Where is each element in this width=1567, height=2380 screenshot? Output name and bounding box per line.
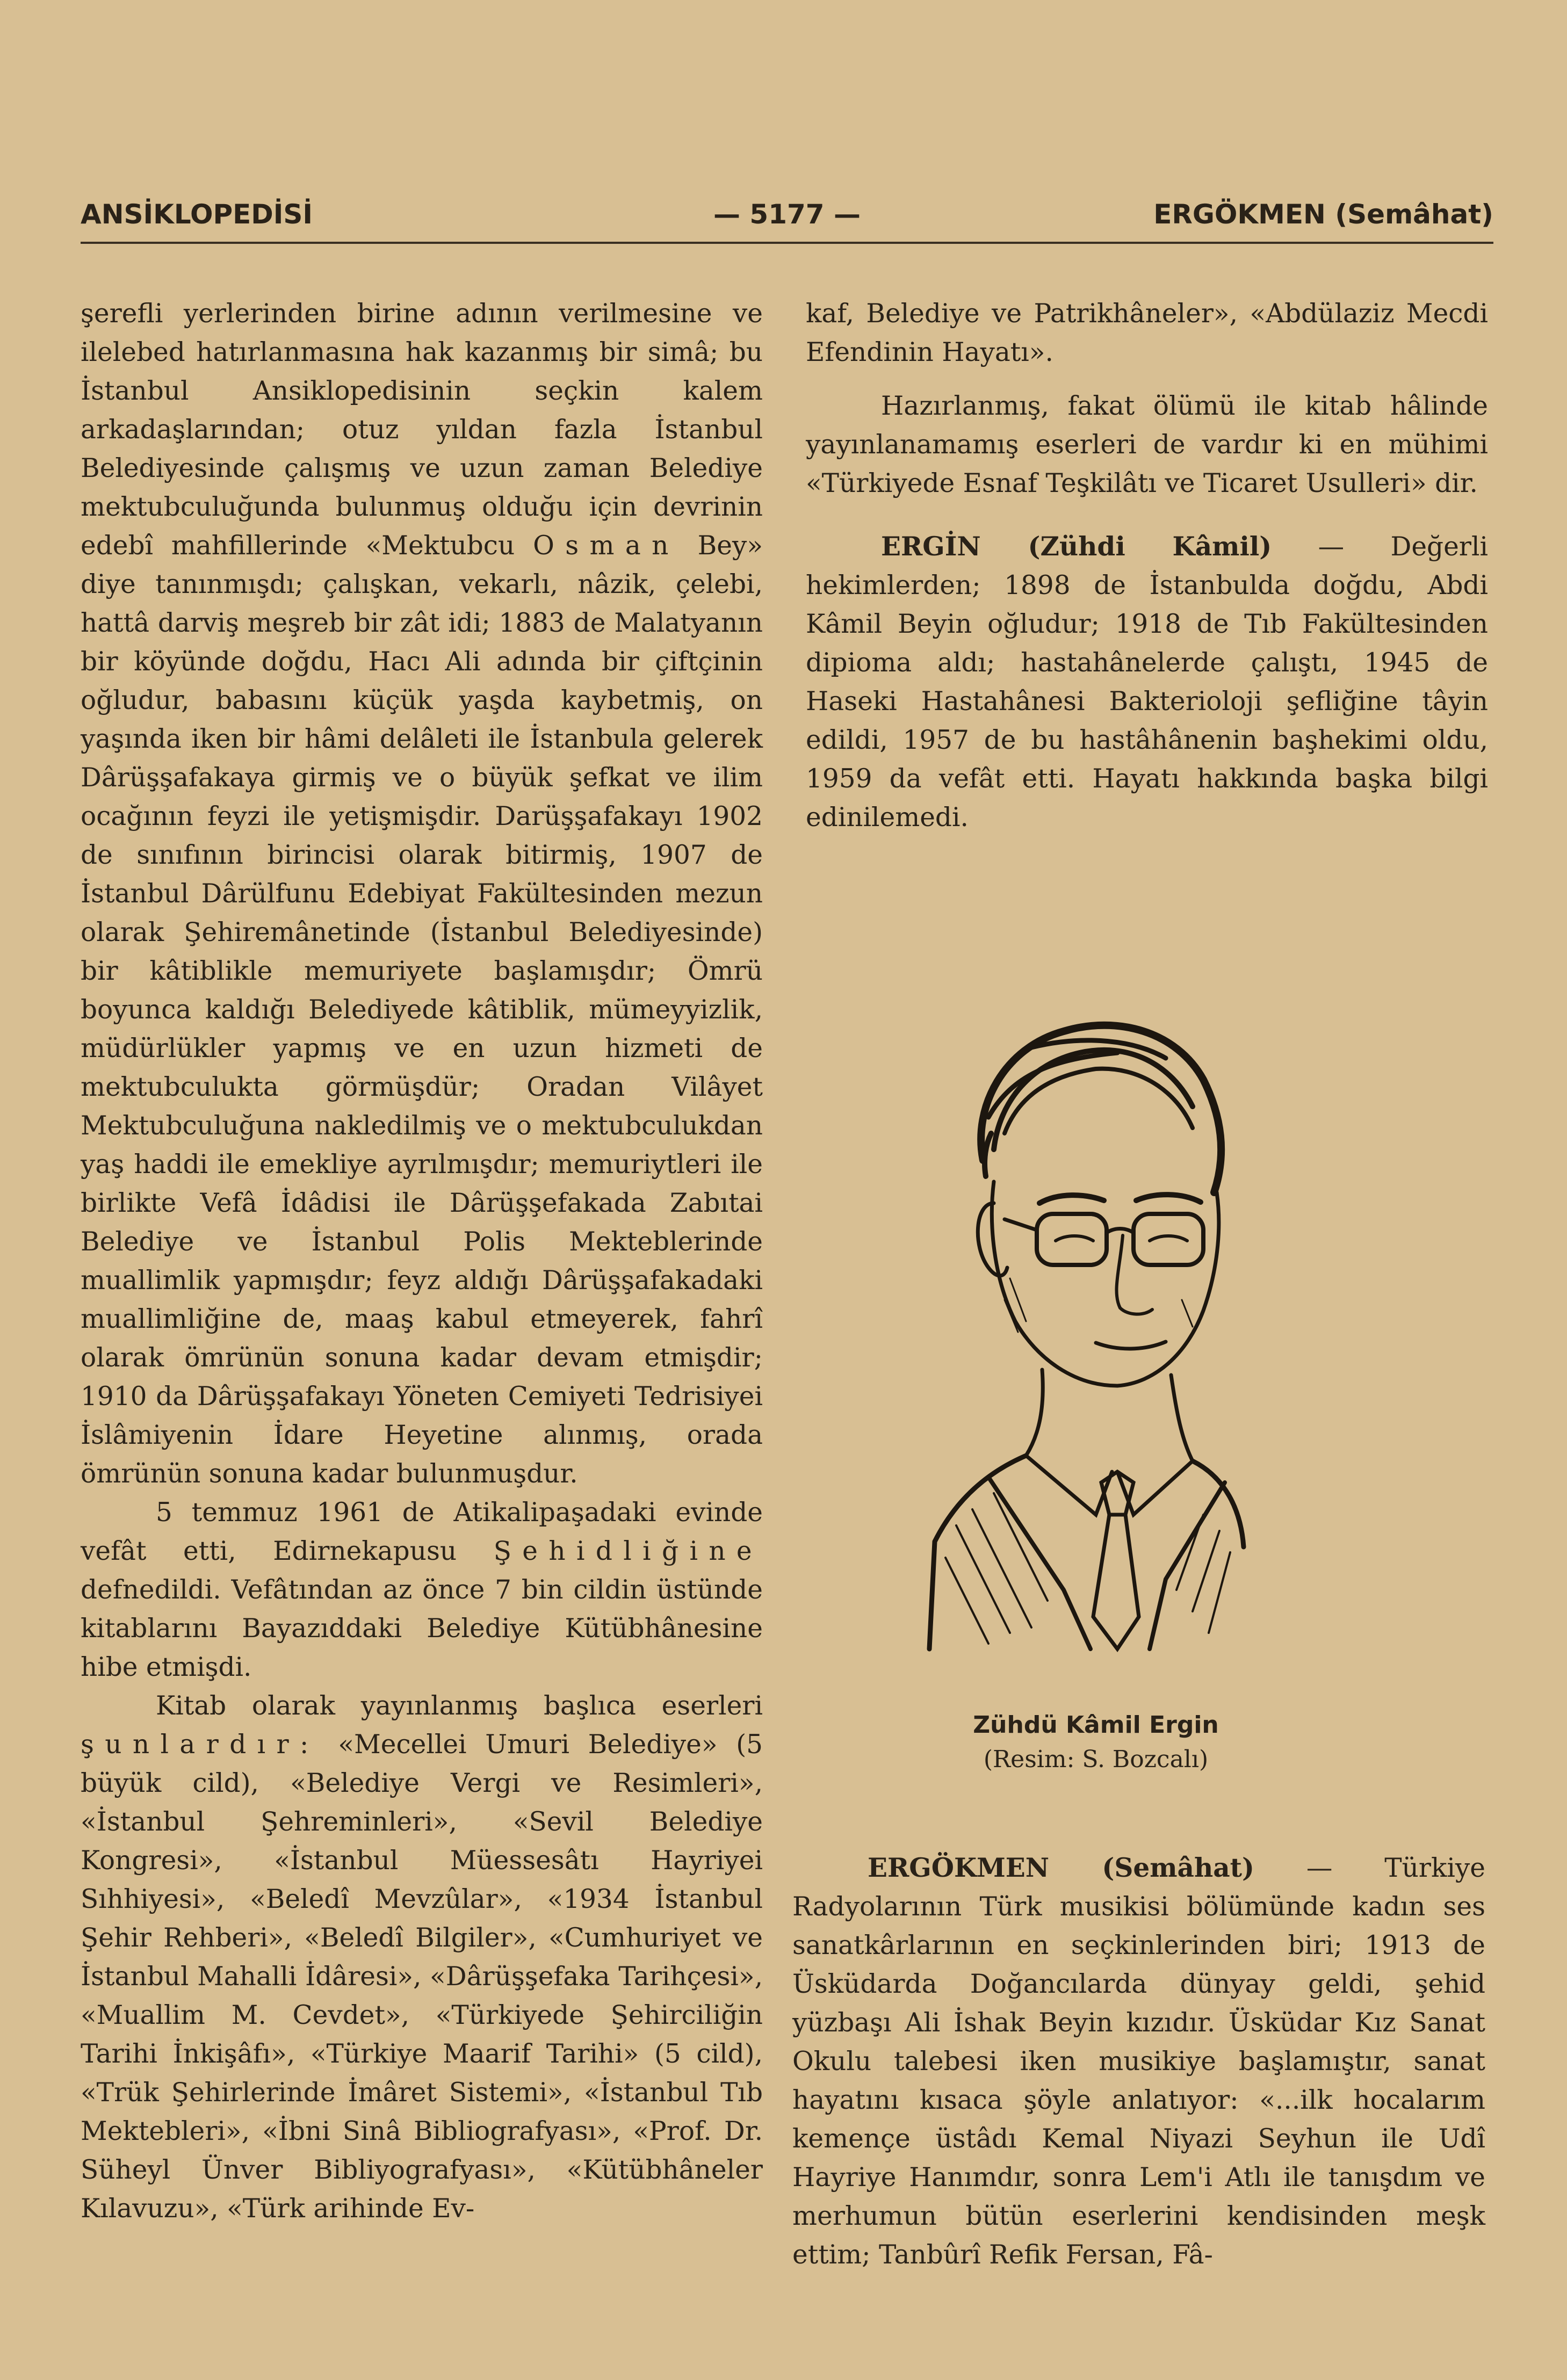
right-column-bottom: [792, 1849, 1485, 2274]
body-text: Bey» diye tanınmışdı; çalışkan, vekarlı, nâzik, çelebi, hattâ darviş meşreb bir zât idi; 1883 de Malatyanın bir köyünde doğdu, Hacı Ali adında bir çiftçinin oğludur, babasını küçük yaşda kaybetmiş, on yaşında iken bir hâmi delâleti ile İstanbula gelerek Dârüşşafakaya girmiş ve o büyük şefkat ve ilim ocağının feyzi ile yetişmişdir. Darüşşafakayı 1902 de sınıfının birincisi olarak bitirmiş, 1907 de İstanbul Dârülfunu Edebiyat Fakültesinden mezun olarak Şehiremânetinde (İstanbul Belediyesinde) bir kâtiblikle memuriyete başlamışdır; Ömrü boyunca kaldığı Belediyede kâtiblik, mümeyyizlik, müdürlükler yapmış ve en uzun hizmeti de mektubculukta görmüşdür; Oradan Vilâyet Mektubculuğuna nakledilmiş ve o mektubculukdan yaş haddi ile emekliye ayrılmışdır; memuriytleri ile birlikte Vefâ İdâdisi ile Dârüşşefakada Zabıtai Belediye ve İstanbul Polis Mekteblerinde muallimlik yapmışdır; feyz aldığı Dârüşşafakadaki muallimliğine de, maaş kabul etmeyerek, fahrî olarak ömrünün sonuna kadar devam etmişdir; 1910 da Dârüşşafakayı Yöneten Cemiyeti Tedrisiyei İslâmiyenin İdare Heyetine alınmış, orada ömrünün sonuna kadar bulunmuşdur.: [81, 531, 763, 1489]
page-number: — 5177 —: [713, 199, 861, 230]
body-text: Kitab olarak yayınlanmış başlıca eserleri: [156, 1691, 763, 1721]
unpublished-works: Hazırlanmış, fakat ölümü ile kitab hâlinde yayınlanamamış eserleri de vardır ki en mühimi «Türkiyede Esnaf Teşkilâtı ve Ticaret Usulleri» dir.: [806, 391, 1488, 498]
works-paragraph: [81, 1687, 763, 2228]
osman-entry-paragraph: [81, 294, 763, 1493]
ergin-entry: [806, 527, 1488, 837]
header-divider: [81, 242, 1493, 244]
body-text: şerefli yerlerinden birine adının verilmesine ve ilelebed hatırlanmasına hak kazanmış bir simâ; bu İstanbul Ansiklopedisinin seçkin kalem arkadaşlarından; otuz yıldan fazla İstanbul Belediyesinde çalışmış ve uzun zaman Belediye mektubculuğunda bulunmuş olduğu için devrinin edebî mahfillerinde «Mektubcu: [81, 299, 763, 561]
page-header: [81, 199, 1493, 231]
left-column: [81, 294, 763, 2228]
spaced-name: Osman: [533, 531, 680, 561]
caption-name: Zühdü Kâmil Ergin: [973, 1711, 1219, 1739]
spaced-word: Şehidliğine: [493, 1536, 763, 1566]
entry-text: — Değerli hekimlerden; 1898 de İstanbulda doğdu, Abdi Kâmil Beyin oğludur; 1918 de Tıb Fakültesinden dipioma aldı; hastahânelerde çalıştı, 1945 de Haseki Hastahânesi Bakterioloji şefliğine tâyin edildi, 1957 de bu hastâhânenin başhekimi oldu, 1959 da vefât etti. Hayatı hakkında başka bilgi edinilemedi.: [806, 532, 1488, 833]
body-text: 5 temmuz 1961 de Atikalipaşadaki evinde vefât etti, Edirnekapusu: [81, 1498, 763, 1566]
works-list: «Mecellei Umuri Belediye» (5 büyük cild), «Belediye Vergi ve Resimleri», «İstanbul Şehreminleri», «Sevil Belediye Kongresi», «İstanbul Müessesâtı Hayriyei Sıhhiyesi», «Beledî Mevzûlar», «1934 İstanbul Şehir Rehberi», «Beledî Bilgiler», «Cumhuriyet ve İstanbul Mahalli İdâresi», «Dârüşşefaka Tarihçesi», «Muallim M. Cevdet», «Türkiyede Şehirciliğin Tarihi İnkişâfı», «Türkiye Maarif Tarihi» (5 cild), «Trük Şehirlerinde İmâret Sistemi», «İstanbul Tıb Mektebleri», «İbni Sinâ Bibliografyası», «Prof. Dr. Süheyl Ünver Bibliyografyası», «Kütübhâneler Kılavuzu», «Türk arihinde Ev-: [81, 1730, 763, 2224]
entry-text: — Türkiye Radyolarının Türk musikisi bölümünde kadın ses sanatkârlarının en seçkinlerinden biri; 1913 de Üsküdarda Doğancılarda dünyay geldi, şehid yüzbaşı Ali İshak Beyin kızıdır. Üsküdar Kız Sanat Okulu talebesi iken musikiye başlamıştır, sanat hayatını kısaca şöyle anlatıyor: «...ilk hocalarım kemençe üstâdı Kemal Niyazi Seyhun ile Udî Hayriye Hanımdır, sonra Lem'i Atlı ile tanışdım ve merhumun bütün eserlerini kendisinden meşk ettim; Tanbûrî Refik Fersan, Fâ-: [792, 1853, 1485, 2270]
right-column-top: [806, 294, 1488, 837]
portrait-illustration: [924, 999, 1246, 1654]
entry-heading: ERGİN (Zühdi Kâmil): [881, 531, 1272, 562]
body-text: defnedildi. Vefâtından az önce 7 bin cildin üstünde kitablarını Bayazıddaki Belediye Kütübhânesine hibe etmişdi.: [81, 1575, 763, 1682]
header-encyclopedia-title: ANSİKLOPEDİSİ: [81, 199, 313, 230]
works-continuation: kaf, Belediye ve Patrikhâneler», «Abdülaziz Mecdi Efendinin Hayatı».: [806, 299, 1488, 367]
caption-credit: (Resim: S. Bozcalı): [983, 1746, 1209, 1773]
spaced-word: şunlardır:: [81, 1730, 320, 1760]
entry-heading: ERGÖKMEN (Semâhat): [868, 1853, 1255, 1883]
ergokmen-entry: [792, 1849, 1485, 2274]
header-entry-name: ERGÖKMEN (Semâhat): [1153, 199, 1493, 230]
portrait-caption: [886, 1708, 1305, 1777]
death-paragraph: [81, 1493, 763, 1687]
